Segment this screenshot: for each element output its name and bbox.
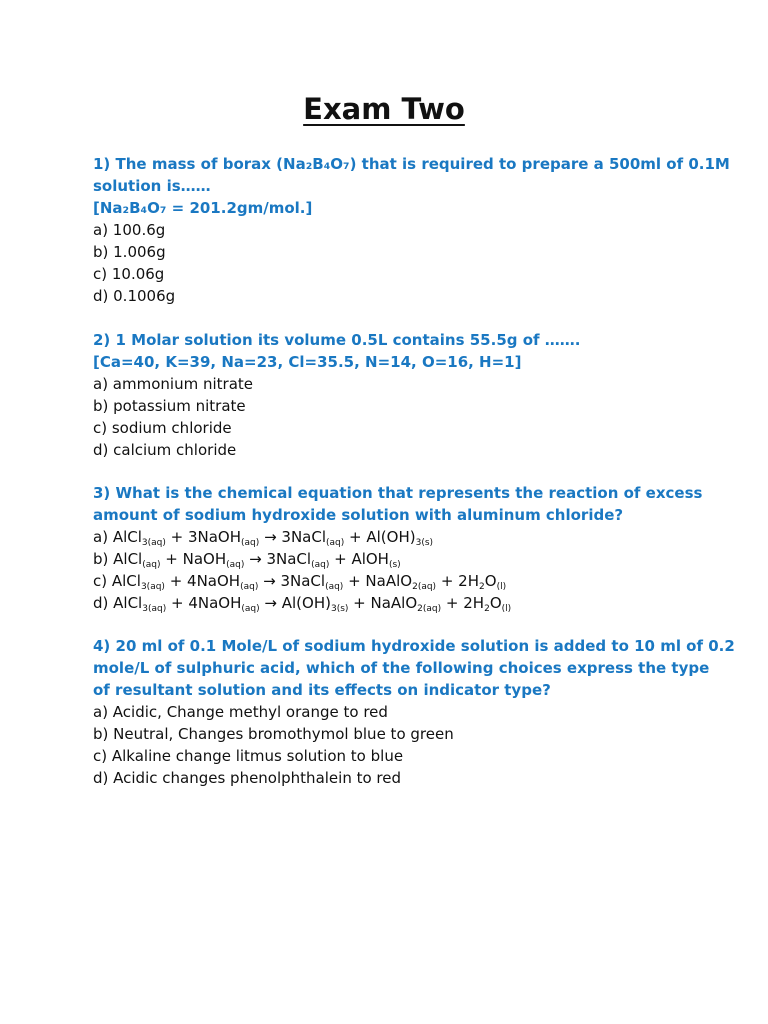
formula-subscript: (l) xyxy=(501,604,512,614)
q2-choice-d: d) calcium chloride xyxy=(93,441,237,459)
formula-subscript: (l) xyxy=(496,582,507,592)
q1-stem-line-1: 1) The mass of borax (Na₂B₄O₇) that is required to prepare a 500ml of 0.1M xyxy=(93,155,730,173)
formula-subscript: (aq) xyxy=(326,538,345,548)
formula-subscript: 3(s) xyxy=(330,604,349,614)
q1-choice-b: b) 1.006g xyxy=(93,243,166,261)
q1-choice-c: c) 10.06g xyxy=(93,265,165,283)
formula-subscript: (aq) xyxy=(325,582,344,592)
formula-subscript: 2 xyxy=(479,582,485,592)
q2-choice-b: b) potassium nitrate xyxy=(93,397,246,415)
formula-subscript: 2(aq) xyxy=(412,582,437,592)
q3-choice-a xyxy=(93,526,433,548)
formula-subscript: 2 xyxy=(484,604,490,614)
q2-choice-c: c) sodium chloride xyxy=(93,419,232,437)
choice-letter: d) xyxy=(93,594,114,612)
formula-subscript: 3(s) xyxy=(415,538,434,548)
formula-subscript: 2(aq) xyxy=(417,604,442,614)
q2-atomic-masses: [Ca=40, K=39, Na=23, Cl=35.5, N=14, O=16, H=1] xyxy=(93,353,522,371)
formula-subscript: 3(aq) xyxy=(140,582,165,592)
formula-term: + 4NaOH xyxy=(164,572,241,590)
formula-term: + NaAlO xyxy=(348,594,418,612)
q4-choice-b: b) Neutral, Changes bromothymol blue to green xyxy=(93,725,454,743)
formula-term: AlCl xyxy=(111,572,141,590)
formula-term: + 3NaOH xyxy=(165,528,242,546)
q4-stem-line-1: 4) 20 ml of 0.1 Mole/L of sodium hydroxide solution is added to 10 ml of 0.2 xyxy=(93,637,735,655)
formula-term: + Al(OH) xyxy=(344,528,416,546)
q4-stem-line-2: mole/L of sulphuric acid, which of the following choices express the type xyxy=(93,659,710,677)
choice-letter: b) xyxy=(93,550,114,568)
page-title: Exam Two xyxy=(303,92,465,126)
formula-term: → 3NaCl xyxy=(258,572,326,590)
q3-stem-line-2: amount of sodium hydroxide solution with aluminum chloride? xyxy=(93,506,624,524)
formula-term: + 2H xyxy=(441,594,485,612)
formula-subscript: (aq) xyxy=(240,582,259,592)
formula-subscript: (aq) xyxy=(142,560,161,570)
q3-choice-c xyxy=(93,570,506,592)
formula-subscript: (aq) xyxy=(311,560,330,570)
formula-subscript: (s) xyxy=(388,560,401,570)
formula-term: AlCl xyxy=(113,550,143,568)
formula-term: + 4NaOH xyxy=(166,594,242,612)
q1-choice-d: d) 0.1006g xyxy=(93,287,176,305)
formula-subscript: (aq) xyxy=(241,538,260,548)
choice-letter: c) xyxy=(93,572,112,590)
q3-choice-d xyxy=(93,592,511,614)
formula-term: → 3NaCl xyxy=(244,550,312,568)
q1-given-data: [Na₂B₄O₇ = 201.2gm/mol.] xyxy=(93,199,313,217)
q4-choice-a: a) Acidic, Change methyl orange to red xyxy=(93,703,388,721)
q1-stem-line-2: solution is…… xyxy=(93,177,211,195)
formula-term: + NaAlO xyxy=(343,572,413,590)
formula-term: → 3NaCl xyxy=(259,528,326,546)
formula-term: → Al(OH) xyxy=(259,594,331,612)
formula-subscript: 3(aq) xyxy=(141,538,166,548)
q4-stem-line-3: of resultant solution and its effects on indicator type? xyxy=(93,681,551,699)
formula-subscript: (aq) xyxy=(241,604,260,614)
formula-term: AlCl xyxy=(112,528,142,546)
formula-term: + 2H xyxy=(436,572,480,590)
q1-choice-a: a) 100.6g xyxy=(93,221,166,239)
q3-stem-line-1: 3) What is the chemical equation that represents the reaction of excess xyxy=(93,484,703,502)
formula-term: O xyxy=(484,572,497,590)
q2-choice-a: a) ammonium nitrate xyxy=(93,375,253,393)
formula-term: AlCl xyxy=(113,594,143,612)
formula-term: O xyxy=(489,594,502,612)
q4-choice-d: d) Acidic changes phenolphthalein to red xyxy=(93,769,402,787)
q4-choice-c: c) Alkaline change litmus solution to blue xyxy=(93,747,404,765)
formula-term: + AlOH xyxy=(329,550,389,568)
formula-term: + NaOH xyxy=(160,550,227,568)
q2-stem-line-1: 2) 1 Molar solution its volume 0.5L contains 55.5g of ……. xyxy=(93,331,581,349)
formula-subscript: (aq) xyxy=(226,560,245,570)
choice-letter: a) xyxy=(93,528,113,546)
formula-subscript: 3(aq) xyxy=(142,604,167,614)
q3-choice-b xyxy=(93,548,401,570)
